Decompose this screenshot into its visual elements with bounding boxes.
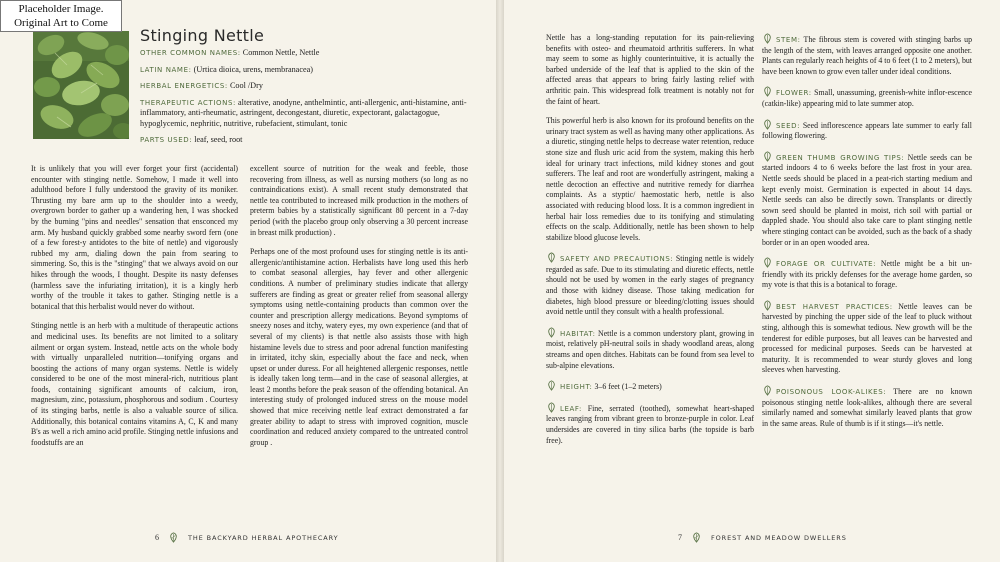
body-paragraph: excellent source of nutrition for the weak and feeble, those recovering from illness, as well as nursing mothers (so long as no contraindications exist). A small recent study demonstrated that nettle tea contributed to increased milk production in the mothers of preterm babies by a statistically significant 80 percent in a 7-day period (with the placebo group only observing a 30 percent increase in breast milk production) . <box>250 164 468 237</box>
section-text: There are no known poisonous stinging nettle look-alikes, although there are several similarly named and somewhat similarly leaved plants that grow in the same areas. Rule of thumb is if it stings—it's nettle. <box>762 387 972 428</box>
meta-label: PARTS USED: <box>140 136 193 144</box>
section-text: Nettle seeds can be started indoors 4 to 6 weeks before the last frost in your area. Nettle seeds should be placed in a peat-rich starting medium and kept evenly moist. Germination is expected in about 14 days. Nettle seeds can also be directly sown. Transplants or directly sown seed should be planted in moist, rich soil with partial or dappled shade. You should also take care to plant stinging nettle where stinging contact can be avoided, such as the back of a shady border or in an open wooded area. <box>762 152 973 247</box>
section-forage <box>762 257 972 291</box>
meta-energetics <box>140 81 470 92</box>
leaf-icon <box>546 252 557 263</box>
section-habitat <box>546 327 754 371</box>
leaf-icon <box>546 380 557 391</box>
section-label: FLOWER: <box>776 89 812 98</box>
leaf-icon <box>762 119 773 130</box>
placeholder-notice <box>0 0 122 32</box>
left-column-2 <box>250 164 468 457</box>
meta-label: THERAPEUTIC ACTIONS: <box>140 98 236 107</box>
leaf-icon <box>762 33 773 44</box>
meta-value: Common Nettle, Nettle <box>242 48 320 57</box>
section-flower <box>762 86 972 109</box>
body-paragraph: This powerful herb is also known for its profound benefits on the urinary tract system as well as having many other applications. As a diuretic, stinging nettle helps to decrease water retention, reduce stone size and flush uric acid from the system, making this herb ideal for urinary tract infections, mild kidney stones and gout sufferers. The leaf and root are wonderfully astringent, making a nettle decoction an effective and nutritive remedy for diarrhea complaints. As a styptic/ haemostatic herb, nettle is also associated with reducing blood loss. It is a common ingredient in herbal hair loss remedies due to its tonifying and stimulating effects on the scalp. Additionally, nettle has been shown to help stabilize blood glucose levels. <box>546 116 754 242</box>
section-label: FORAGE OR CULTIVATE: <box>776 260 877 269</box>
section-text: Small, unassuming, greenish-white inflor-escence (catkin-like) appearing mid to late summer atop. <box>762 88 972 108</box>
leaf-icon <box>762 86 773 97</box>
page-footer <box>678 532 847 543</box>
section-label: HEIGHT: <box>560 383 593 392</box>
meta-value: Cool /Dry <box>229 81 263 90</box>
section-seed <box>762 119 972 142</box>
meta-common-names <box>140 48 470 59</box>
section-height <box>546 380 754 393</box>
right-column-1 <box>546 33 754 455</box>
meta-value: alterative, anodyne, anthelmintic, anti-allergenic, anti-histamine, anti-inflammatory, anti-rheumatic, astringent, decongestant, diuretic, expectorant, galactagogue, hypoglycemic, nephritic, nutritive, rubefacient, stimulant, tonic <box>140 97 467 128</box>
placeholder-line-2: Original Art to Come <box>14 17 108 29</box>
placeholder-line-1: Placeholder Image. <box>18 3 104 15</box>
meta-parts-used <box>140 135 470 146</box>
section-label: STEM: <box>776 36 801 44</box>
meta-label: OTHER COMMON NAMES: <box>140 49 241 57</box>
section-safety <box>546 252 754 318</box>
book-gutter <box>496 0 504 562</box>
section-text: Stinging nettle is widely regarded as safe. Due to its stimulating and diuretic effects, nettle should not be used by women in the early stages of pregnancy and those with kidney disease. Those taking medication for diabetes, high blood pressure or bleeding/clotting issues should avoid nettle until they consult with a health professional. <box>546 254 754 317</box>
body-paragraph: Stinging nettle is an herb with a multitude of therapeutic actions and medicinal uses. Its benefits are not limited to a solitary ailment or organ system. Instead, nettle acts on the whole body with virtually unparalleled nutrition—tonifying organs and boosting the actions of many organ systems. Nettle is widely considered to be one of the most mineral-rich, nutritious plant foods, containing significant amounts of calcium, iron, magnesium, zinc, potassium, phosphorous and sodium . Courtesy of its stinging barbs, nettle is also a valuable source of silica. Additionally, this botanical contains vitamins A, C, K and many B's as well a rich amino acid profile. Stinging nettle infusions and foodstuffs are an <box>31 321 238 447</box>
section-label: HABITAT: <box>560 329 596 338</box>
body-paragraph: It is unlikely that you will ever forget your first (accidental) encounter with stinging nettle. Somehow, I made it well into adulthood before I fully understood the gravity of its moniker. Thrusting my bare arm up to the shoulder into a weedy, overgrown border to gather up a wandering hen, I was shocked by the burning "pins and needles" sensation that ensconced my arm. My husband quickly grabbed some nearby sword fern (one of a few forest-y antidotes to the bite of nettle) and vigorously rubbed my arm, dialing down the pain from searing to simmering. So, this is the "stinging" that we always avoid on our hikes through the woods, I thought. Despite its nasty defenses (harmless save the infuriating irritation), it is a kingly herb worthy of the trouble it takes to gather. Stinging nettle is a botanical that this herbalist would never do without. <box>31 164 238 311</box>
page-footer <box>155 532 339 543</box>
left-column-1 <box>31 164 238 457</box>
section-label: SAFETY AND PRECAUTIONS: <box>560 255 674 264</box>
leaf-icon <box>168 532 179 543</box>
meta-value: (Urtica dioica, urens, membranacea) <box>193 64 313 74</box>
section-text: 3–6 feet (1–2 meters) <box>594 382 662 392</box>
section-leaf <box>546 402 754 446</box>
section-label: GREEN THUMB GROWING TIPS: <box>776 153 905 162</box>
meta-latin-name <box>140 65 470 76</box>
page-number: 7 <box>678 533 682 542</box>
section-text: Nettle is a common understory plant, growing in moist, relatively pH-neutral soils in shady woodland areas, along streams and open ditches. Habitats can be found from sea level to sub-alpine elevations. <box>546 328 754 370</box>
section-label: POISONOUS LOOK-ALIKES: <box>776 388 887 397</box>
section-label: BEST HARVEST PRACTICES: <box>776 302 893 311</box>
nettle-plant-photo <box>33 31 129 139</box>
meta-actions <box>140 98 470 130</box>
running-footer-title: FOREST AND MEADOW DWELLERS <box>711 533 847 542</box>
leaf-icon <box>546 402 557 413</box>
leaf-icon <box>762 385 773 396</box>
meta-label: HERBAL ENERGETICS: <box>140 82 228 90</box>
body-paragraph: Perhaps one of the most profound uses for stinging nettle is its anti-allergenic/antihistamine action. Herbalists have long used this herb to combat seasonal allergies, hay fever and other allergenic conditions. A number of preliminary studies indicate that allergy sufferers are finding as great or greater relief from seasonal allergy symptoms using nettle-containing products than common over the counter and prescription allergy medications. Beyond symptoms of sneezy noses and itchy, watery eyes, my own experience (and that of several of my clients) is that nettle also assists those with high histamine levels due to stress and poor adrenal function manifesting in irritated, itchy skin, especially about the face and neck, when upset or under duress. For all heightened allergenic responses, nettle is ideally taken long term—and in the case of seasonal allergies, at least 2 months before the peak season of the offending botanical. An interesting study of prolonged induced stress on the mouse model showed that mice receiving nettle leaf extract demonstrated a far greater ability to adapt to stress with improved cognition, muscle coordination and reduced anxiety compared to the untreated control group . <box>250 247 468 447</box>
page-number: 6 <box>155 533 159 542</box>
section-stem <box>762 33 972 77</box>
herb-profile <box>140 48 470 152</box>
section-text: Seed inflorescence appears late summer to early fall following flowering. <box>762 120 972 141</box>
section-text: The fibrous stem is covered with stinging barbs up the length of the stem, with leaves arranged opposite one another. Plants can regularly reach heights of 4 to 6 feet (1 to 2 meters), but have been known to grow even taller under ideal conditions. <box>762 35 972 76</box>
meta-label: LATIN NAME: <box>140 65 192 74</box>
right-page <box>504 0 1000 562</box>
meta-value: leaf, seed, root <box>194 135 243 144</box>
leaf-icon <box>762 300 773 311</box>
section-text: Fine, serrated (toothed), somewhat heart-shaped leaves ranging from vibrant green to bronze-purple in color. Leaf undersides are covered in tiny silica barbs (the topside is barb free). <box>546 403 754 445</box>
page-title: Stinging Nettle <box>140 26 265 45</box>
right-column-2 <box>762 33 972 438</box>
section-label: SEED: <box>776 121 801 130</box>
section-look-alikes <box>762 385 972 429</box>
section-text: Nettle might be a bit un-friendly with its prickly defenses for the average home garden, so my vote is that this is a botanical to forage. <box>762 259 972 290</box>
section-growing-tips <box>762 151 972 248</box>
left-page <box>0 0 496 562</box>
leaf-icon <box>762 257 773 268</box>
leaf-icon <box>691 532 702 543</box>
section-harvest <box>762 300 972 376</box>
leaf-icon <box>762 151 773 162</box>
section-label: LEAF: <box>560 404 582 413</box>
section-text: Nettle leaves can be harvested by pinching the upper side of the leaf to pluck without sting, although this is somewhat tedious. New growth will be the tenderest for edible purposes, but all leaves can be harvested and processed for medicinal purposes. Seeds can be harvested at maturity. It is recommended to wear sturdy gloves and long sleeves when harvesting. <box>762 301 973 375</box>
body-paragraph: Nettle has a long-standing reputation for its pain-relieving benefits with osteo- and rheumatoid arthritis sufferers. In what may seem to some as highly counterintuitive, it is actually the barbed underside of the leaf that is applied to the skin of the affected areas that appears to bring fairly lasting relief with arthritic pain. This widespread folk treatment is notably not for the faint of heart. <box>546 33 754 106</box>
running-footer-title: THE BACKYARD HERBAL APOTHECARY <box>188 533 339 542</box>
leaf-icon <box>546 327 557 338</box>
